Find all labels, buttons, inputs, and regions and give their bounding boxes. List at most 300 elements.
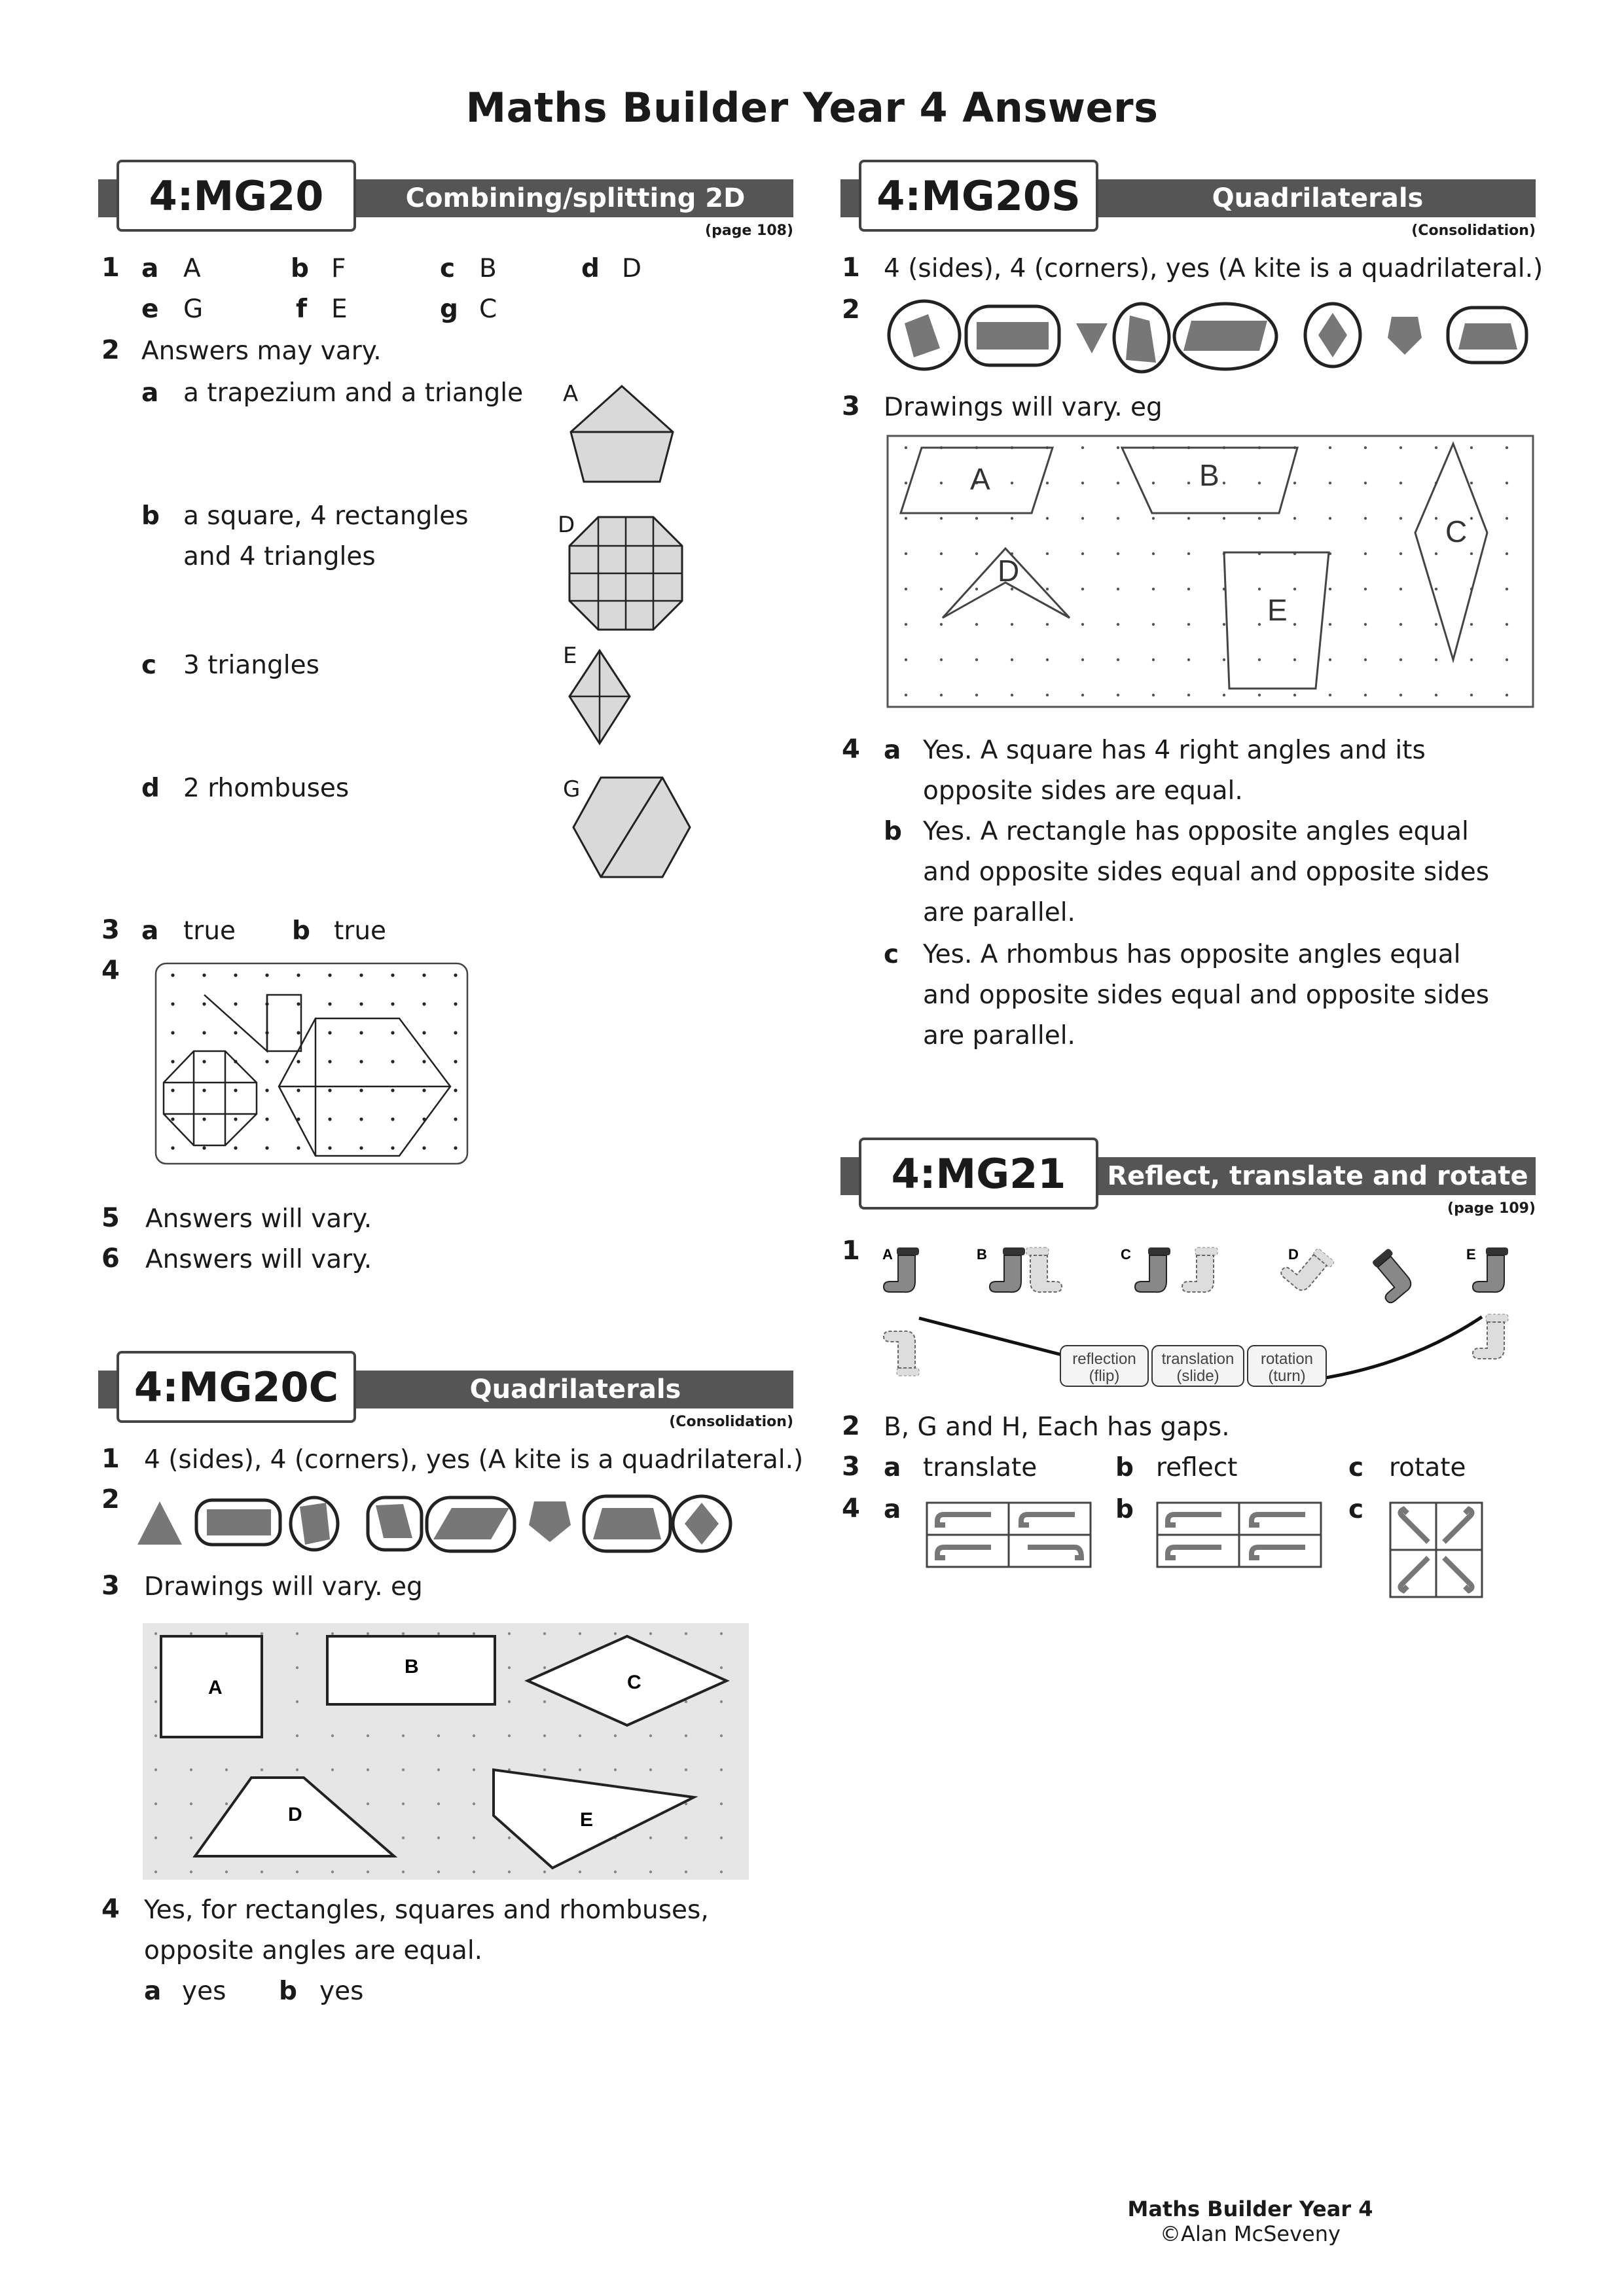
grid-dot [649, 1768, 652, 1771]
grid-dot [391, 1117, 394, 1121]
answer-text: Yes. A square has 4 right angles and its [923, 736, 1426, 765]
question-number: 3 [101, 1571, 120, 1601]
grid-dot [1506, 623, 1508, 626]
grid-dot [331, 1768, 334, 1771]
grid-dot [1470, 623, 1473, 626]
question-number: 1 [842, 253, 860, 283]
grid-dot [1046, 588, 1049, 590]
grid-dot [297, 1146, 300, 1149]
section-topic: Reflect, translate and rotate [1107, 1161, 1528, 1191]
grid-dot [234, 1002, 237, 1005]
grid-dot [1046, 482, 1049, 484]
question-number: 3 [842, 1452, 860, 1482]
grid-dot [1258, 658, 1261, 661]
grid-dot [437, 1871, 440, 1873]
grid-dot [508, 1837, 511, 1839]
grid-dot [190, 1632, 192, 1635]
transformation-label: translation [1161, 1350, 1235, 1368]
item-label: E [1466, 1246, 1476, 1263]
grid-dot [1506, 446, 1508, 449]
answer-text: Yes. A rectangle has opposite angles equal [923, 817, 1469, 846]
grid-dot [265, 973, 268, 977]
grid-dot [261, 1632, 263, 1635]
grid-dot [234, 973, 237, 977]
part-letter: d [581, 254, 600, 283]
grid-dot [437, 1803, 440, 1805]
grid-dot [422, 1060, 425, 1063]
grid-dot [1364, 623, 1367, 626]
question-number: 2 [842, 295, 860, 325]
grid-dot [1506, 658, 1508, 661]
answer: D [622, 254, 642, 283]
question-number: 1 [101, 253, 120, 283]
grid-dot [905, 658, 907, 661]
grid-dot [367, 1871, 369, 1873]
grid-dot [975, 517, 978, 520]
grid-dot [1223, 623, 1225, 626]
drawing-label: B [1199, 458, 1219, 492]
grid-dot [543, 1734, 546, 1737]
transformation-label: (slide) [1176, 1367, 1219, 1385]
grid-dot [1117, 658, 1119, 661]
grid-dot [579, 1734, 581, 1737]
grid-dot [297, 973, 300, 977]
grid-dot [1364, 658, 1367, 661]
grid-dot [391, 1060, 394, 1063]
grid-dot [367, 1803, 369, 1805]
answer: C [479, 295, 497, 324]
page-reference: (Consolidation) [669, 1414, 793, 1430]
grid-dot [1470, 446, 1473, 449]
grid-dot [1011, 517, 1013, 520]
grid-dot [1435, 446, 1437, 449]
grid-dot [720, 1632, 723, 1635]
quadrilateral-selection-row [888, 297, 1529, 376]
answer-text: and opposite sides equal and opposite sides [923, 857, 1490, 887]
grid-dot [171, 1117, 174, 1121]
grid-dot [1081, 482, 1084, 484]
grid-dot [1506, 588, 1508, 590]
answer-text: reflect [1156, 1453, 1238, 1482]
part-letter: a [141, 916, 159, 946]
grid-dot [649, 1837, 652, 1839]
question-number: 4 [101, 956, 120, 986]
grid-dot [1435, 552, 1437, 555]
grid-dot [359, 973, 363, 977]
grid-dot [473, 1632, 475, 1635]
grid-dot [359, 1088, 363, 1092]
grid-dot [473, 1871, 475, 1873]
grid-dot [391, 1002, 394, 1005]
grid-dot [508, 1666, 511, 1669]
part-letter: e [141, 295, 159, 324]
grid-dot [473, 1768, 475, 1771]
grid-dot [1187, 552, 1190, 555]
grid-dot [1435, 658, 1437, 661]
grid-dot [1399, 446, 1402, 449]
transformation-label: reflection [1072, 1350, 1136, 1368]
grid-dot [614, 1768, 617, 1771]
part-letter: b [1115, 1453, 1134, 1482]
grid-dot [1081, 694, 1084, 696]
section-code-mg20s: 4:MG20S [859, 160, 1098, 232]
grid-dot [1046, 623, 1049, 626]
grid-dot [1187, 588, 1190, 590]
question-number: 1 [101, 1444, 120, 1474]
grid-dot [367, 1734, 369, 1737]
part-letter: c [440, 254, 456, 283]
grid-dot [454, 1002, 457, 1005]
grid-dot [1293, 482, 1296, 484]
shape-label: E [563, 643, 577, 669]
part-letter: a [884, 1453, 901, 1482]
grid-dot [154, 1734, 157, 1737]
grid-dot [202, 1002, 206, 1005]
grid-dot [154, 1837, 157, 1839]
grid-dot [154, 1803, 157, 1805]
grid-dot [265, 1088, 268, 1092]
grid-dot [437, 1734, 440, 1737]
grid-dot [296, 1632, 298, 1635]
grid-dot [1364, 552, 1367, 555]
grid-dot [190, 1837, 192, 1839]
grid-dot [265, 1060, 268, 1063]
grid-dot [454, 1146, 457, 1149]
grid-dot [359, 1146, 363, 1149]
grid-dot [296, 1700, 298, 1703]
grid-dot [1117, 446, 1119, 449]
answer-text: Answers may vary. [141, 336, 382, 366]
grid-dot [359, 1031, 363, 1034]
part-letter: b [884, 817, 902, 846]
grid-dot [454, 973, 457, 977]
grid-dot [328, 1117, 331, 1121]
answer-text: yes [182, 1977, 226, 2006]
grid-dot [1329, 446, 1331, 449]
footer-title: Maths Builder Year 4 [1127, 2197, 1373, 2221]
quadrilateral-selection-row [134, 1486, 736, 1558]
grid-dot [473, 1837, 475, 1839]
grid-dot [367, 1632, 369, 1635]
grid-dot [391, 1031, 394, 1034]
grid-dot [1117, 623, 1119, 626]
grid-dot [685, 1734, 687, 1737]
grid-dot [1187, 623, 1190, 626]
grid-dot [940, 517, 943, 520]
answer-text: 4 (sides), 4 (corners), yes (A kite is a quadrilateral.) [884, 254, 1543, 283]
grid-dot [614, 1734, 617, 1737]
grid-dot [422, 1002, 425, 1005]
answer: G [183, 295, 204, 324]
grid-dot [261, 1871, 263, 1873]
answer-text: Drawings will vary. eg [884, 393, 1163, 422]
grid-dot [975, 694, 978, 696]
grid-dot [1117, 552, 1119, 555]
grid-dot [720, 1871, 723, 1873]
grid-dot [1364, 446, 1367, 449]
section-code-mg21: 4:MG21 [859, 1138, 1098, 1210]
section-code-mg20: 4:MG20 [117, 160, 356, 232]
grid-dot [579, 1768, 581, 1771]
answer-text: Drawings will vary. eg [144, 1572, 423, 1602]
part-letter: c [1348, 1495, 1364, 1524]
grid-dot [905, 517, 907, 520]
grid-dot [328, 1031, 331, 1034]
grid-dot [1470, 658, 1473, 661]
grid-dot [437, 1768, 440, 1771]
question-number: 4 [101, 1894, 120, 1924]
grid-dot [1293, 588, 1296, 590]
part-letter: a [141, 378, 159, 408]
page-reference: (page 108) [705, 223, 793, 239]
grid-dot [1293, 623, 1296, 626]
grid-dot [905, 623, 907, 626]
grid-dot [391, 1146, 394, 1149]
question-number: 4 [842, 734, 860, 764]
grid-dot [225, 1632, 228, 1635]
grid-dot [940, 694, 943, 696]
grid-dot [1329, 517, 1331, 520]
grid-dot [543, 1768, 546, 1771]
answer-text: are parallel. [923, 1021, 1075, 1050]
grid-dot [1293, 694, 1296, 696]
part-letter: b [279, 1977, 297, 2006]
grid-dot [905, 694, 907, 696]
grid-dot [685, 1871, 687, 1873]
grid-dot [1258, 694, 1261, 696]
grid-dot [454, 1117, 457, 1121]
grid-dot [391, 973, 394, 977]
answer-text: Yes, for rectangles, squares and rhombuses, [144, 1895, 709, 1925]
grid-dot [296, 1768, 298, 1771]
grid-dot [1152, 588, 1155, 590]
grid-dot [1435, 517, 1437, 520]
grid-dot [543, 1632, 546, 1635]
part-letter: a [144, 1977, 162, 2006]
grid-dot [402, 1803, 405, 1805]
grid-dot [154, 1700, 157, 1703]
grid-dot [1223, 482, 1225, 484]
drawing-label: C [1445, 514, 1468, 548]
grid-dot [234, 1117, 237, 1121]
grid-dot [905, 552, 907, 555]
grid-dot [297, 1060, 300, 1063]
grid-dot [940, 588, 943, 590]
question-number: 2 [101, 1484, 120, 1515]
answer-text: are parallel. [923, 898, 1075, 927]
answer-text: 4 (sides), 4 (corners), yes (A kite is a quadrilateral.) [144, 1445, 804, 1475]
grid-dot [422, 1088, 425, 1092]
section-topic: Combining/splitting 2D shapes [405, 183, 746, 251]
grid-dot [720, 1700, 723, 1703]
grid-dot [171, 973, 174, 977]
grid-dot [649, 1734, 652, 1737]
page-reference: (page 109) [1447, 1200, 1536, 1217]
grid-dot [359, 1117, 363, 1121]
answer-text: B, G and H, Each has gaps. [884, 1412, 1230, 1442]
grid-dot [649, 1871, 652, 1873]
grid-dot [437, 1632, 440, 1635]
grid-dot [1364, 588, 1367, 590]
grid-dot [1223, 517, 1225, 520]
hexagon-split-diagram [571, 775, 693, 880]
grid-dot [1011, 694, 1013, 696]
answer-text: 2 rhombuses [183, 774, 350, 803]
grid-dot [1364, 482, 1367, 484]
grid-dot [359, 1002, 363, 1005]
grid-dot [579, 1871, 581, 1873]
grid-dot [422, 1146, 425, 1149]
grid-dot [171, 1060, 174, 1063]
grid-dot [171, 1031, 174, 1034]
grid-dot [940, 552, 943, 555]
grid-dot [234, 1088, 237, 1092]
grid-dot [359, 1060, 363, 1063]
grid-dot [720, 1837, 723, 1839]
grid-dot [975, 623, 978, 626]
grid-dot [331, 1734, 334, 1737]
grid-dot [1152, 517, 1155, 520]
drawing-label: A [970, 462, 990, 496]
transformation-label: (turn) [1268, 1367, 1306, 1385]
grid-dot [1258, 588, 1261, 590]
octagon-split-diagram [567, 514, 685, 632]
grid-dot [905, 446, 907, 449]
grid-dot [265, 1117, 268, 1121]
grid-dot [422, 973, 425, 977]
grid-dot [190, 1871, 192, 1873]
answer: F [331, 254, 346, 283]
grid-dot [1187, 694, 1190, 696]
grid-dot [202, 973, 206, 977]
item-label: B [977, 1246, 987, 1263]
part-letter: a [141, 254, 159, 283]
grid-dot [1258, 482, 1261, 484]
grid-dot [1117, 694, 1119, 696]
grid-dot [154, 1768, 157, 1771]
grid-dot [1364, 517, 1367, 520]
grid-dot [1399, 517, 1402, 520]
question-number: 3 [101, 915, 120, 945]
answer-text: a square, 4 rectangles [183, 501, 469, 531]
answer-text: a trapezium and a triangle [183, 378, 524, 408]
grid-dot [1081, 658, 1084, 661]
answer-text: 3 triangles [183, 651, 319, 680]
answer-text: opposite angles are equal. [144, 1936, 483, 1965]
answer: B [479, 254, 497, 283]
grid-dot [543, 1871, 546, 1873]
grid-dot [1329, 623, 1331, 626]
grid-dot [1223, 658, 1225, 661]
grid-dot [225, 1871, 228, 1873]
grid-dot [1435, 588, 1437, 590]
grid-dot [265, 1146, 268, 1149]
grid-dot [171, 1146, 174, 1149]
answer: A [183, 254, 201, 283]
grid-dot [720, 1666, 723, 1669]
grid-dot [543, 1700, 546, 1703]
grid-dot [1223, 694, 1225, 696]
part-letter: g [440, 295, 458, 324]
grid-dot [1081, 623, 1084, 626]
part-letter: b [1115, 1495, 1134, 1524]
grid-dot [685, 1837, 687, 1839]
kite-split-diagram [567, 648, 632, 746]
grid-dot [1329, 694, 1331, 696]
grid-dot [402, 1837, 405, 1839]
part-letter: c [884, 940, 899, 969]
item-label: C [1121, 1246, 1131, 1263]
grid-dot [1187, 658, 1190, 661]
grid-dot [225, 1768, 228, 1771]
drawing-label: C [627, 1672, 641, 1693]
dot-grid-shapes-diagram [154, 962, 469, 1165]
grid-dot [171, 1002, 174, 1005]
grid-dot [202, 1146, 206, 1149]
grid-dot [940, 623, 943, 626]
drawing-label: E [1267, 593, 1288, 627]
answer-text: rotate [1389, 1453, 1466, 1482]
grid-dot [1399, 658, 1402, 661]
grid-dot [1152, 482, 1155, 484]
grid-dot [1293, 658, 1296, 661]
quadrilateral-drawings-grid [886, 435, 1534, 708]
shape-label: D [558, 512, 575, 538]
grid-dot [1293, 517, 1296, 520]
grid-dot [1046, 658, 1049, 661]
grid-dot [720, 1734, 723, 1737]
pentagon-split-diagram [563, 380, 681, 484]
grid-dot [454, 1088, 457, 1092]
grid-dot [331, 1632, 334, 1635]
grid-dot [154, 1666, 157, 1669]
grid-dot [1258, 623, 1261, 626]
grid-dot [402, 1871, 405, 1873]
grid-dot [328, 1088, 331, 1092]
grid-dot [1152, 658, 1155, 661]
section-code-mg20c: 4:MG20C [117, 1351, 356, 1423]
grid-dot [296, 1871, 298, 1873]
grid-dot [1152, 552, 1155, 555]
answer-text: opposite sides are equal. [923, 776, 1243, 806]
part-letter: c [141, 651, 157, 680]
grid-dot [1506, 694, 1508, 696]
grid-dot [1329, 482, 1331, 484]
grid-dot [1081, 588, 1084, 590]
grid-dot [331, 1871, 334, 1873]
shape-label: G [563, 776, 581, 802]
grid-dot [454, 1060, 457, 1063]
grid-dot [1470, 552, 1473, 555]
grid-dot [202, 1117, 206, 1121]
grid-dot [1506, 552, 1508, 555]
question-number: 1 [842, 1236, 860, 1266]
question-number: 5 [101, 1203, 120, 1233]
answer-text: translate [923, 1453, 1038, 1482]
grid-dot [328, 1002, 331, 1005]
grid-dot [391, 1088, 394, 1092]
part-letter: b [292, 916, 310, 946]
grid-dot [1329, 588, 1331, 590]
page-title: Maths Builder Year 4 Answers [465, 84, 1159, 132]
answer-text: and opposite sides equal and opposite sides [923, 980, 1490, 1010]
grid-dot [1011, 588, 1013, 590]
grid-dot [508, 1871, 511, 1873]
grid-dot [473, 1803, 475, 1805]
grid-dot [1258, 517, 1261, 520]
grid-dot [454, 1031, 457, 1034]
grid-dot [190, 1803, 192, 1805]
